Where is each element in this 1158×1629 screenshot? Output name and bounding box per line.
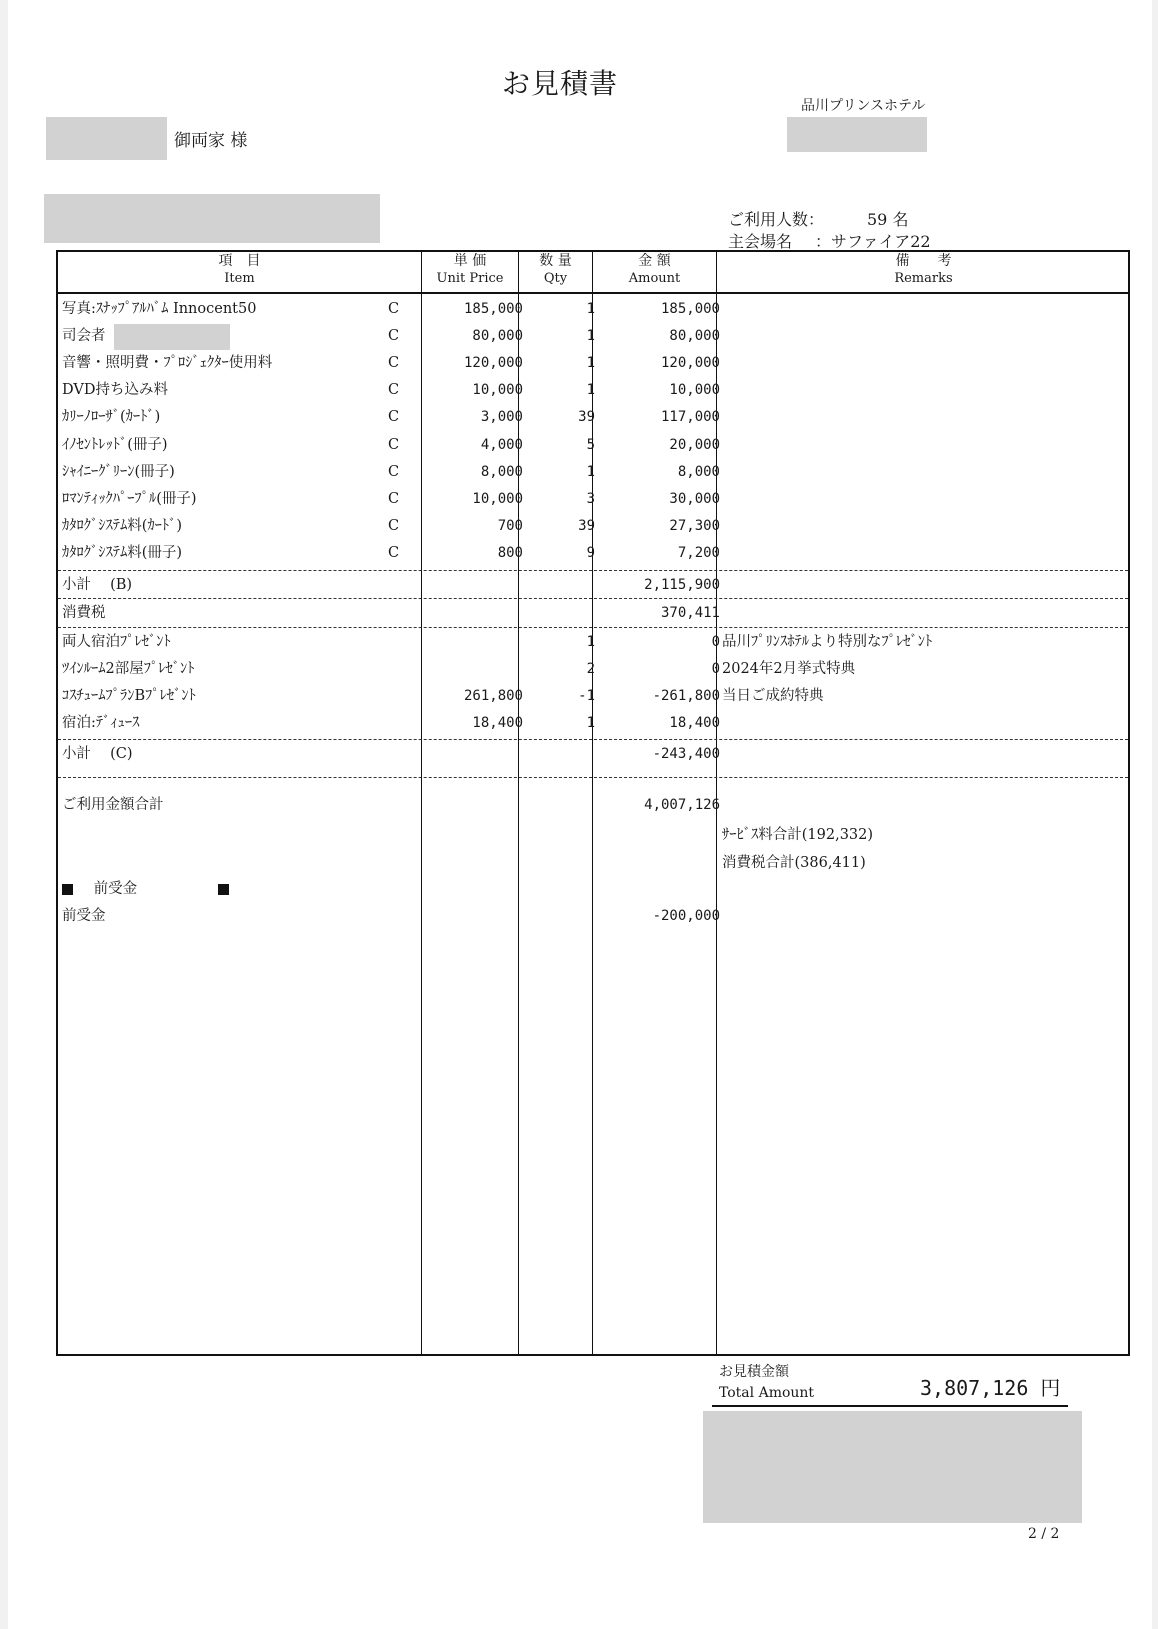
row-divider — [58, 598, 1128, 599]
item-name: ｺｽﾁｭｰﾑﾌﾟﾗﾝBﾌﾟﾚｾﾞﾝﾄ — [62, 688, 196, 704]
header-price-ja: 単 価 — [453, 253, 487, 269]
item-qty: 9 — [586, 545, 595, 561]
item-amount: 0 — [711, 661, 720, 677]
item-amount: 18,400 — [669, 715, 720, 731]
header-item-ja: 項 目 — [218, 253, 261, 269]
item-amount: 185,000 — [660, 301, 720, 317]
item-name: ﾂｲﾝﾙｰﾑ2部屋ﾌﾟﾚｾﾞﾝﾄ — [62, 661, 195, 677]
item-qty: 1 — [586, 715, 595, 731]
redacted-staff — [787, 117, 927, 152]
item-category: C — [388, 409, 400, 425]
tax-amount: 370,411 — [660, 605, 720, 621]
item-unit-price: 261,800 — [463, 688, 523, 704]
redacted-mc-name — [114, 324, 230, 350]
guests-label: ご利用人数： — [728, 210, 825, 229]
header-item-en: Item — [224, 271, 255, 286]
table-body — [58, 296, 1128, 1354]
item-qty: 39 — [578, 518, 595, 534]
item-qty: 1 — [586, 328, 595, 344]
item-amount: 0 — [711, 634, 720, 650]
usage-total-amount: 4,007,126 — [644, 797, 720, 813]
item-unit-price: 80,000 — [472, 328, 523, 344]
tax-row — [58, 600, 1128, 626]
header-remarks-en: Remarks — [894, 271, 953, 286]
item-name: DVD持ち込み料 — [62, 382, 168, 398]
table-row — [58, 377, 1128, 403]
redacted-bank-info — [703, 1411, 1082, 1523]
item-remarks: 当日ご成約特典 — [722, 688, 824, 704]
table-row — [58, 629, 1128, 655]
item-amount: 7,200 — [677, 545, 720, 561]
estimate-page — [8, 0, 1152, 1629]
item-category: C — [388, 545, 400, 561]
row-divider — [58, 627, 1128, 628]
guests-value: 59 名 — [867, 210, 909, 229]
item-unit-price: 10,000 — [472, 382, 523, 398]
row-divider — [58, 777, 1128, 778]
advance-label: 前受金 — [62, 908, 106, 924]
item-unit-price: 120,000 — [463, 355, 523, 371]
item-qty: 3 — [586, 491, 595, 507]
total-label-en: Total Amount — [719, 1385, 815, 1401]
subtotal-b-row — [58, 572, 1128, 598]
hotel-name: 品川プリンスホテル — [801, 98, 926, 114]
item-name: ｶﾀﾛｸﾞｼｽﾃﾑ料(冊子) — [62, 545, 183, 561]
item-qty: 1 — [586, 301, 595, 317]
header-divider — [56, 292, 1130, 294]
advance-header-label: 前受金 — [93, 881, 138, 897]
item-unit-price: 8,000 — [480, 464, 523, 480]
total-underline — [712, 1405, 1068, 1407]
item-qty: 1 — [586, 464, 595, 480]
redacted-family-name — [46, 117, 167, 160]
item-category: C — [388, 301, 400, 317]
square-bullet-icon — [218, 884, 229, 895]
item-name: 宿泊:ﾃﾞｨｭｰｽ — [62, 715, 140, 731]
table-row — [58, 540, 1128, 566]
table-row — [58, 656, 1128, 682]
table-row — [58, 404, 1128, 430]
item-category: C — [388, 382, 400, 398]
item-unit-price: 10,000 — [472, 491, 523, 507]
item-qty: 1 — [586, 355, 595, 371]
item-amount: 8,000 — [677, 464, 720, 480]
item-amount: 10,000 — [669, 382, 720, 398]
item-qty: 2 — [586, 661, 595, 677]
item-category: C — [388, 355, 400, 371]
item-unit-price: 3,000 — [480, 409, 523, 425]
table-row — [58, 323, 1128, 349]
item-unit-price: 185,000 — [463, 301, 523, 317]
advance-row — [58, 903, 1128, 929]
header-amount-ja: 金 額 — [638, 253, 671, 269]
header-qty-en: Qty — [543, 271, 568, 286]
item-name: 両人宿泊ﾌﾟﾚｾﾞﾝﾄ — [62, 634, 171, 650]
header-price-en: Unit Price — [436, 271, 504, 286]
item-qty: 39 — [578, 409, 595, 425]
item-category: C — [388, 437, 400, 453]
table-row — [58, 459, 1128, 485]
table-row — [58, 432, 1128, 458]
item-category: C — [388, 491, 400, 507]
addressee: 御両家 様 — [174, 131, 248, 151]
item-unit-price: 4,000 — [480, 437, 523, 453]
item-amount: 27,300 — [669, 518, 720, 534]
row-divider — [58, 739, 1128, 740]
row-divider — [58, 570, 1128, 571]
item-qty: 1 — [586, 634, 595, 650]
item-name: ﾛﾏﾝﾃｨｯｸﾊﾟｰﾌﾟﾙ(冊子) — [62, 491, 197, 507]
table-row — [58, 296, 1128, 322]
tax-total-row — [58, 850, 1128, 876]
service-total-row — [58, 822, 1128, 848]
item-name: ｶﾀﾛｸﾞｼｽﾃﾑ料(ｶｰﾄﾞ) — [62, 518, 183, 534]
item-unit-price: 800 — [497, 545, 523, 561]
advance-header-row — [58, 876, 1128, 902]
item-unit-price: 700 — [497, 518, 523, 534]
item-amount: 117,000 — [660, 409, 720, 425]
table-row — [58, 683, 1128, 709]
venue-value: ：サファイア22 — [815, 232, 931, 251]
item-name: ｲﾉｾﾝﾄﾚｯﾄﾞ(冊子) — [62, 437, 168, 453]
header-remarks — [717, 253, 1130, 287]
table-row — [58, 486, 1128, 512]
header-remarks-ja: 備 考 — [895, 253, 952, 269]
service-total: ｻｰﾋﾞｽ料合計(192,332) — [722, 827, 874, 843]
item-amount: -261,800 — [652, 688, 720, 704]
header-price — [422, 253, 518, 287]
page-number: 2 / 2 — [1028, 1526, 1060, 1542]
subtotal-c-label: 小計 (C) — [62, 746, 133, 762]
subtotal-c-amount: -243,400 — [652, 746, 720, 762]
header-qty-ja: 数 量 — [539, 253, 572, 269]
item-name: 司会者 — [62, 328, 106, 344]
advance-amount: -200,000 — [652, 908, 720, 924]
item-category: C — [388, 518, 400, 534]
item-amount: 120,000 — [660, 355, 720, 371]
advance-header — [62, 876, 380, 902]
item-qty: -1 — [578, 688, 595, 704]
item-amount: 30,000 — [669, 491, 720, 507]
header-qty — [519, 253, 592, 287]
redacted-event-info — [44, 194, 380, 243]
header-item — [58, 253, 421, 287]
subtotal-c-row — [58, 741, 1128, 767]
subtotal-b-amount: 2,115,900 — [644, 577, 720, 593]
venue-label: 主会場名 — [728, 232, 793, 251]
subtotal-b-label: 小計 (B) — [62, 577, 133, 593]
document-title: お見積書 — [502, 67, 619, 100]
tax-total: 消費税合計(386,411) — [722, 855, 866, 871]
item-name: 音響・照明費・ﾌﾟﾛｼﾞｪｸﾀｰ使用料 — [62, 355, 273, 371]
table-row — [58, 350, 1128, 376]
item-category: C — [388, 464, 400, 480]
usage-total-label: ご利用金額合計 — [62, 797, 164, 813]
item-amount: 20,000 — [669, 437, 720, 453]
item-qty: 1 — [586, 382, 595, 398]
table-row — [58, 513, 1128, 539]
total-amount: 3,807,126 円 — [920, 1376, 1061, 1400]
item-category: C — [388, 328, 400, 344]
tax-label: 消費税 — [62, 605, 106, 621]
item-qty: 5 — [586, 437, 595, 453]
item-amount: 80,000 — [669, 328, 720, 344]
header-amount-en: Amount — [628, 271, 681, 286]
total-label-ja: お見積金額 — [719, 1364, 789, 1380]
item-name: ｼｬｲﾆｰｸﾞﾘｰﾝ(冊子) — [62, 464, 175, 480]
item-remarks: 2024年2月挙式特典 — [722, 661, 856, 677]
item-name: ｶﾘｰﾉﾛｰｻﾞ(ｶｰﾄﾞ) — [62, 409, 161, 425]
item-unit-price: 18,400 — [472, 715, 523, 731]
header-amount — [593, 253, 716, 287]
square-bullet-icon — [62, 884, 73, 895]
item-name: 写真:ｽﾅｯﾌﾟｱﾙﾊﾞﾑ Innocent50 — [62, 301, 257, 317]
table-row — [58, 710, 1128, 736]
usage-total-row — [58, 792, 1128, 818]
item-remarks: 品川ﾌﾟﾘﾝｽﾎﾃﾙより特別なﾌﾟﾚｾﾞﾝﾄ — [722, 634, 933, 650]
